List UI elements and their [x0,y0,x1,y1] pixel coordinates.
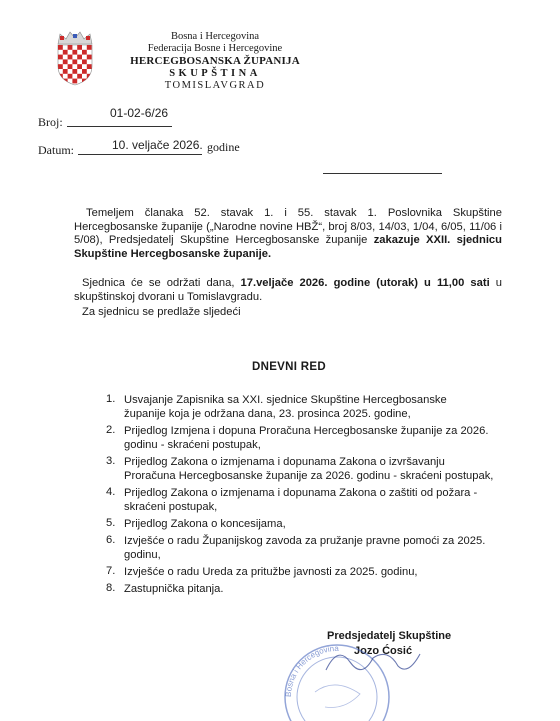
stamp-text: Bosna i Hercegovina [283,643,339,698]
agenda-item-number: 5. [106,517,116,529]
datum-underline [78,154,202,155]
agenda-item-number: 3. [106,455,116,467]
intro-text: Temeljem članaka 52. stavak 1. i 55. stavak 1. Poslovnika Skupštine Hercegbosanske županije („Narodne novine HBŽ“, broj 8/03, 14/03, 1/04, 6/05, 11/06 i 5/08), Predsjedatelj Skupštine Hercegbosanske županije [74,207,502,246]
agenda-list [106,393,526,599]
signature-title: Predsjedatelj Skupštine [327,630,452,642]
header-federation: Federacija Bosne i Hercegovine [147,43,283,54]
shield-check [58,55,63,60]
shield-check [77,64,82,69]
agenda-item-number: 6. [106,534,116,546]
shield-check [77,74,82,79]
shield-check [68,74,73,79]
header-assembly: SKUPŠTINA [169,68,261,79]
datum-suffix: godine [207,140,240,154]
agenda-item-line2: godinu - skraćeni postupak, [124,439,261,451]
agenda-item-line1: Prijedlog Izmjena i dopuna Proračuna Hercegbosanske županije za 2026. [124,425,489,437]
agenda-item [106,582,526,596]
agenda-item [106,393,526,421]
agenda-item-number: 2. [106,424,116,436]
agenda-item [106,486,526,514]
agenda-item-line2: županije koja je održana dana, 23. prosinca 2025. godine, [124,408,411,420]
header-canton: HERCEGBOSANSKA ŽUPANIJA [130,55,300,67]
agenda-item [106,455,526,483]
session-bold: 17.veljače 2026. godine (utorak) u 11,00 sati [240,277,490,289]
agenda-item [106,565,526,579]
proposal-line: Za sjednicu se predlaže sljedeći [82,306,241,318]
agenda-item-line2: Proračuna Hercegbosanske županije za 2026. godinu - skraćeni postupak, [124,470,494,482]
agenda-item [106,534,526,562]
agenda-item-number: 4. [106,486,116,498]
agenda-item [106,424,526,452]
shield-check [82,59,87,64]
coat-of-arms-shield [58,45,92,85]
agenda-item-line1: Izvješće o radu Županijskog zavoda za pružanje pravne pomoći za 2025. [124,535,486,547]
agenda-item-line2: skraćeni postupak, [124,501,218,513]
shield-check [72,50,77,55]
broj-label: Broj: [38,115,63,129]
blank-line [323,173,442,174]
shield-check [58,64,63,69]
broj-underline [67,126,172,127]
agenda-item-line1: Izvješće o radu Ureda za pritužbe javnosti za 2025. godinu, [124,566,418,578]
shield-check [87,64,92,69]
shield-check [63,69,68,74]
session-rest: u skupštinskoj dvorani u Tomislavgradu. [74,277,502,303]
shield-check [72,79,77,84]
shield-check [58,45,63,50]
agenda-item-line1: Prijedlog Zakona o koncesijama, [124,518,286,530]
agenda-title: DNEVNI RED [252,361,326,373]
shield-check [82,50,87,55]
session-text: Sjednica će se održati dana, [82,277,241,289]
datum-value: 10. veljače 2026. [112,138,203,152]
datum-label: Datum: [38,143,74,157]
header-country: Bosna i Hercegovina [170,31,260,42]
shield-check [87,45,92,50]
agenda-item-line1: Zastupnička pitanja. [124,583,224,595]
agenda-item-line1: Usvajanje Zapisnika sa XXI. sjednice Skupštine Hercegbosanske [124,394,447,406]
shield-check [77,45,82,50]
shield-check [72,59,77,64]
agenda-item [106,517,526,531]
shield-check [63,50,68,55]
signature-name: Jozo Ćosić [354,645,413,657]
session-paragraph [74,277,502,304]
handwritten-signature [318,640,428,680]
agenda-item-number: 7. [106,565,116,577]
shield-check [63,59,68,64]
coat-of-arms-logo [54,30,96,86]
intro-paragraph [74,207,502,261]
shield-check [68,64,73,69]
agenda-item-line1: Prijedlog Zakona o izmjenama i dopunama Zakona o izvršavanju [124,456,445,468]
header-city: TOMISLAVGRAD [164,80,266,91]
shield-check [87,55,92,60]
broj-value: 01-02-6/26 [110,106,169,120]
agenda-item-line2: godinu, [124,549,161,561]
agenda-item-line1: Prijedlog Zakona o izmjenama i dopunama Zakona o zaštiti od požara - [124,487,478,499]
agenda-item-number: 1. [106,393,116,405]
header-block [100,31,330,92]
coat-of-arms-crown [58,32,92,44]
shield-check [82,69,87,74]
shield-check [68,55,73,60]
shield-check [68,45,73,50]
shield-check [77,55,82,60]
shield-check [72,69,77,74]
intro-bold: zakazuje XXII. sjednicu Skupštine Hercegbosanske županije. [74,234,502,260]
agenda-item-number: 8. [106,582,116,594]
